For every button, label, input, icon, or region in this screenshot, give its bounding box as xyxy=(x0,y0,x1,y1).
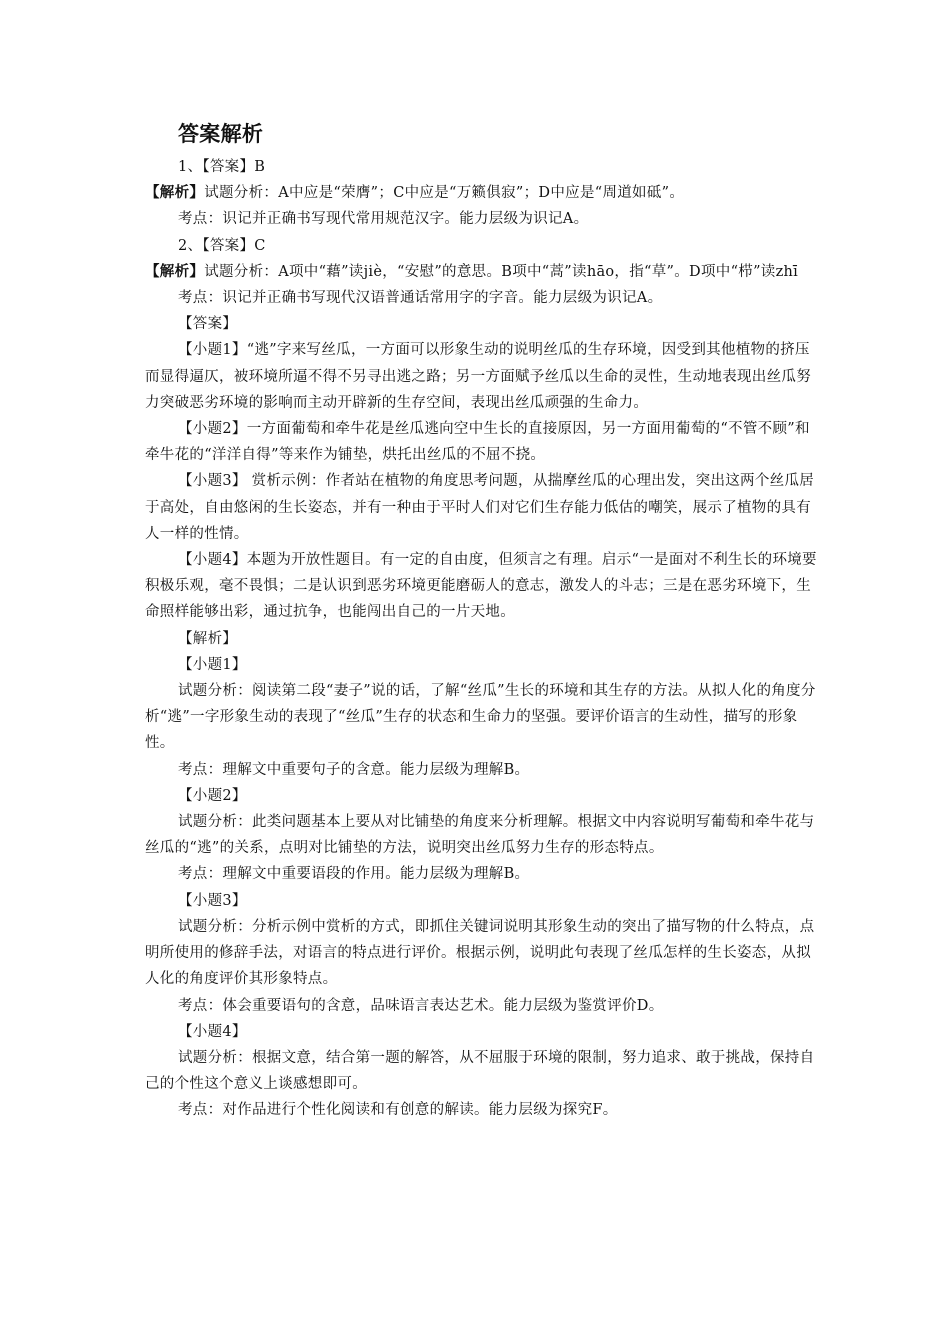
q3-answer-item-label: 【小题4】 xyxy=(178,552,247,569)
q3-analysis-item-point: 考点：对作品进行个性化阅读和有创意的解读。能力层级为探究F。 xyxy=(178,1102,618,1119)
q3-analysis-item-point: 考点：理解文中重要语段的作用。能力层级为理解B。 xyxy=(178,866,530,883)
q3-answer-label: 【答案】 xyxy=(178,316,238,333)
q1-analysis-text: 试题分析：A中应是“荣膺”；C中应是“万籁俱寂”；D中应是“周道如砥”。 xyxy=(204,185,685,202)
page-title: 答案解析 xyxy=(178,122,264,146)
q3-answer-item-text: “逃”字来写丝瓜，一方面可以形象生动的说明丝瓜的生存环境，因受到其他植物的挤压而显得逼仄，被环境所逼不得不另寻出逃之路；另一方面赋予丝瓜以生命的灵性，生动地表现出丝瓜努力突破恶劣环境的影响而主动开辟新的生存空间，表现出丝瓜顽强的生命力。 xyxy=(145,342,811,411)
q2-answer: 2、【答案】C xyxy=(178,237,266,254)
q2-analysis-text: 试题分析：A项中“藉”读jiè，“安慰”的意思。B项中“蒿”读hāo，指“草”。D项中“栉”读zhī xyxy=(204,263,799,280)
answer-content xyxy=(145,118,820,1124)
q3-answer-item-label: 【小题3】 xyxy=(178,473,247,490)
q3-analysis-item-label: 【小题2】 xyxy=(178,787,247,804)
q3-analysis-item-text: 试题分析：阅读第二段“妻子”说的话，了解“丝瓜”生长的环境和其生存的方法。从拟人化的角度分析“逃”一字形象生动的表现了“丝瓜”生存的状态和生命力的坚强。要评价语言的生动性，描写的形象性。 xyxy=(145,683,816,752)
q3-analysis-item-text: 试题分析：分析示例中赏析的方式，即抓住关键词说明其形象生动的突出了描写物的什么特点，点明所使用的修辞手法，对语言的特点进行评价。根据示例，说明此句表现了丝瓜怎样的生长姿态，从拟人化的角度评价其形象特点。 xyxy=(145,918,815,988)
q3-answer-item-text: 赏析示例：作者站在植物的角度思考问题，从揣摩丝瓜的心理出发，突出这两个丝瓜居于高处，自由悠闲的生长姿态，并有一种由于平时人们对它们生存能力低估的嘲笑，展示了植物的具有人一样的性情。 xyxy=(145,473,815,542)
q1-answer: 1、【答案】B xyxy=(178,159,266,175)
q3-analysis-item-label: 【小题1】 xyxy=(178,656,247,673)
q3-answer-item-label: 【小题2】 xyxy=(178,421,247,438)
q3-analysis-item-label: 【小题4】 xyxy=(178,1023,247,1040)
q3-answer-item xyxy=(145,468,820,547)
q3-answer-item-label: 【小题1】 xyxy=(178,342,247,359)
q3-answer-item xyxy=(145,337,820,416)
q2-analysis-label: 【解析】 xyxy=(145,262,205,280)
q1-point: 考点：识记并正确书写现代常用规范汉字。能力层级为识记A。 xyxy=(178,211,589,228)
q3-analysis-item-text: 试题分析：此类问题基本上要从对比铺垫的角度来分析理解。根据文中内容说明写葡萄和牵牛花与丝瓜的“逃”的关系，点明对比铺垫的方法，说明突出丝瓜努力生存的形态特点。 xyxy=(145,814,815,857)
q3-analysis-item-label: 【小题3】 xyxy=(178,892,247,909)
q3-analysis-item-text: 试题分析：根据文意，结合第一题的解答，从不屈服于环境的限制，努力追求、敢于挑战，保持自己的个性这个意义上谈感想即可。 xyxy=(145,1049,815,1093)
q3-answer-item-text: 一方面葡萄和牵牛花是丝瓜逃向空中生长的直接原因，另一方面用葡萄的“不管不顾”和牵牛花的“洋洋自得”等来作为铺垫，烘托出丝瓜的不屈不挠。 xyxy=(145,421,810,464)
q1-analysis xyxy=(145,180,820,206)
q3-answer-item xyxy=(145,547,820,626)
q3-analysis-item-point: 考点：理解文中重要句子的含意。能力层级为理解B。 xyxy=(178,761,530,778)
q3-analysis-item-point: 考点：体会重要语句的含意，品味语言表达艺术。能力层级为鉴赏评价D。 xyxy=(178,997,664,1014)
q3-answer-item-text: 本题为开放性题目。有一定的自由度，但须言之有理。启示“一是面对不利生长的环境要积极乐观，毫不畏惧；二是认识到恶劣环境更能磨砺人的意志，激发人的斗志；三是在恶劣环境下，生命照样能够出彩，通过抗争，也能闯出自己的一片天地。 xyxy=(145,552,817,621)
q3-answer-item xyxy=(145,416,820,468)
q1-analysis-label: 【解析】 xyxy=(145,184,205,202)
q2-analysis xyxy=(145,259,820,285)
q2-point: 考点：识记并正确书写现代汉语普通话常用字的字音。能力层级为识记A。 xyxy=(178,290,663,307)
q3-analysis-label: 【解析】 xyxy=(178,630,238,647)
